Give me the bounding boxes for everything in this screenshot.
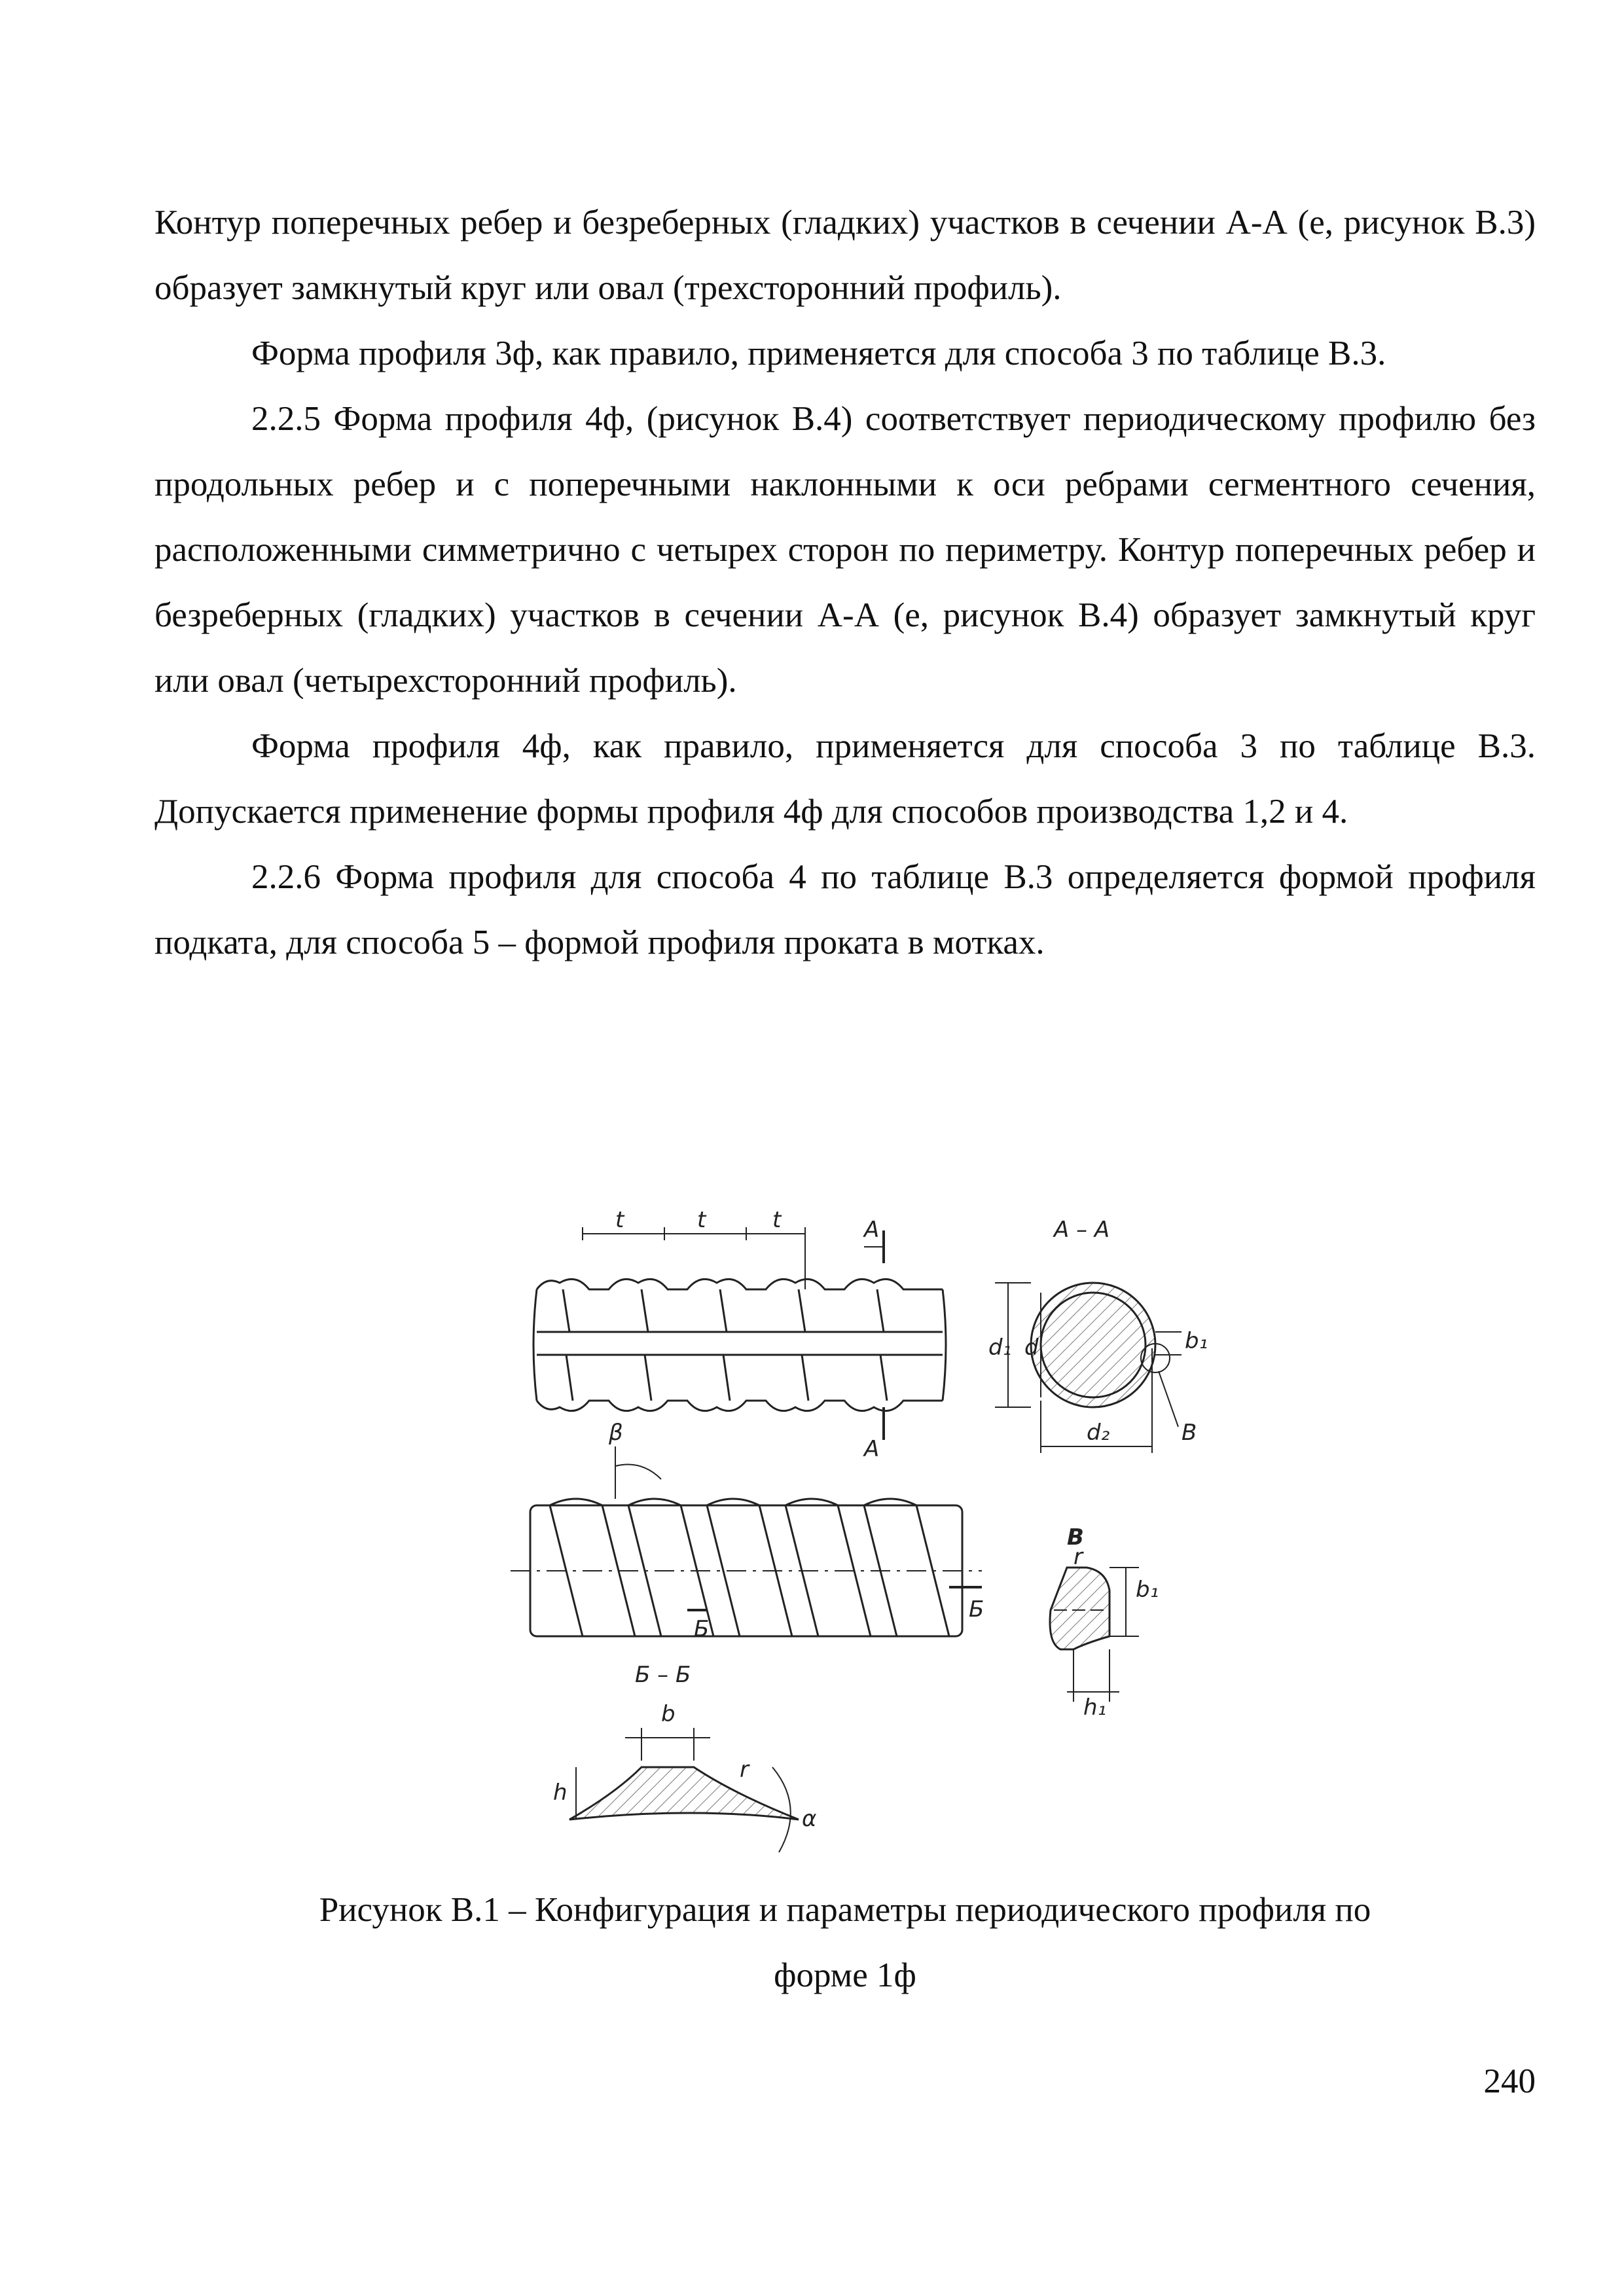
rebar-drawing (497, 1191, 1309, 1872)
label-a-top: А (864, 1217, 880, 1243)
page-number: 240 (1483, 2062, 1536, 2100)
label-h: h (553, 1780, 568, 1806)
paragraph-4: Форма профиля 4ф, как правило, применяется для способа 3 по таблице В.3. Допускается применение формы профиля 4ф для способов производства 1,2 и 4. (154, 727, 1536, 831)
label-r: r (740, 1757, 749, 1783)
label-detail-b1: b₁ (1136, 1577, 1159, 1603)
label-v-ref: В (1182, 1420, 1197, 1446)
label-b1: b₁ (1185, 1328, 1208, 1354)
label-d2: d₂ (1087, 1420, 1110, 1446)
section-bb (569, 1728, 799, 1852)
label-b: b (661, 1701, 676, 1727)
paragraph-2: Форма профиля 3ф, как правило, применяется для способа 3 по таблице В.3. (251, 334, 1386, 372)
label-section-bb: Б – Б (635, 1662, 691, 1688)
paragraph-3: 2.2.5 Форма профиля 4ф, (рисунок В.4) соответствует периодическому профилю без продольных ребер и с поперечными наклонными к оси ребрами сегментного сечения, расположенными симметрично с четырех сторон по периметру. Контур поперечных ребер и безреберных (гладких) участков в сечении А-А (е, рисунок В.4) образует замкнутый круг или овал (четырехсторонний профиль). (154, 400, 1536, 700)
rebar-elevation-top (533, 1227, 946, 1440)
paragraph-1: Контур поперечных ребер и безреберных (гладких) участков в сечении А-А (е, рисунок В.3) образует замкнутый круг или овал (трехсторонний профиль). (154, 204, 1536, 307)
paragraph-5: 2.2.6 Форма профиля для способа 4 по таблице В.3 определяется формой профиля подката, для способа 5 – формой профиля проката в мотках. (154, 858, 1536, 961)
label-detail-v: В (1067, 1524, 1084, 1551)
label-a-bottom: А (864, 1436, 880, 1462)
figure-caption (154, 1877, 1536, 2008)
detail-v (1050, 1568, 1139, 1702)
label-detail-r: r (1074, 1544, 1083, 1570)
label-t3: t (772, 1207, 782, 1233)
label-d: d (1024, 1335, 1039, 1361)
label-t2: t (697, 1207, 706, 1233)
caption-line-1: Рисунок В.1 – Конфигурация и параметры периодического профиля по (319, 1891, 1371, 1929)
label-alpha: α (802, 1806, 817, 1832)
label-section-aa: А – А (1054, 1217, 1110, 1243)
rebar-elevation-bottom (511, 1446, 982, 1636)
label-t1: t (615, 1207, 624, 1233)
label-b-cut2: Б (969, 1596, 984, 1623)
rebar-profile-figure (497, 1191, 1309, 1872)
caption-line-2: форме 1ф (774, 1956, 916, 1994)
label-d1: d₁ (988, 1335, 1012, 1361)
label-b-cut1: Б (694, 1616, 710, 1642)
body-text (154, 190, 1536, 975)
label-beta: β (609, 1420, 623, 1446)
label-detail-h1: h₁ (1083, 1695, 1107, 1721)
